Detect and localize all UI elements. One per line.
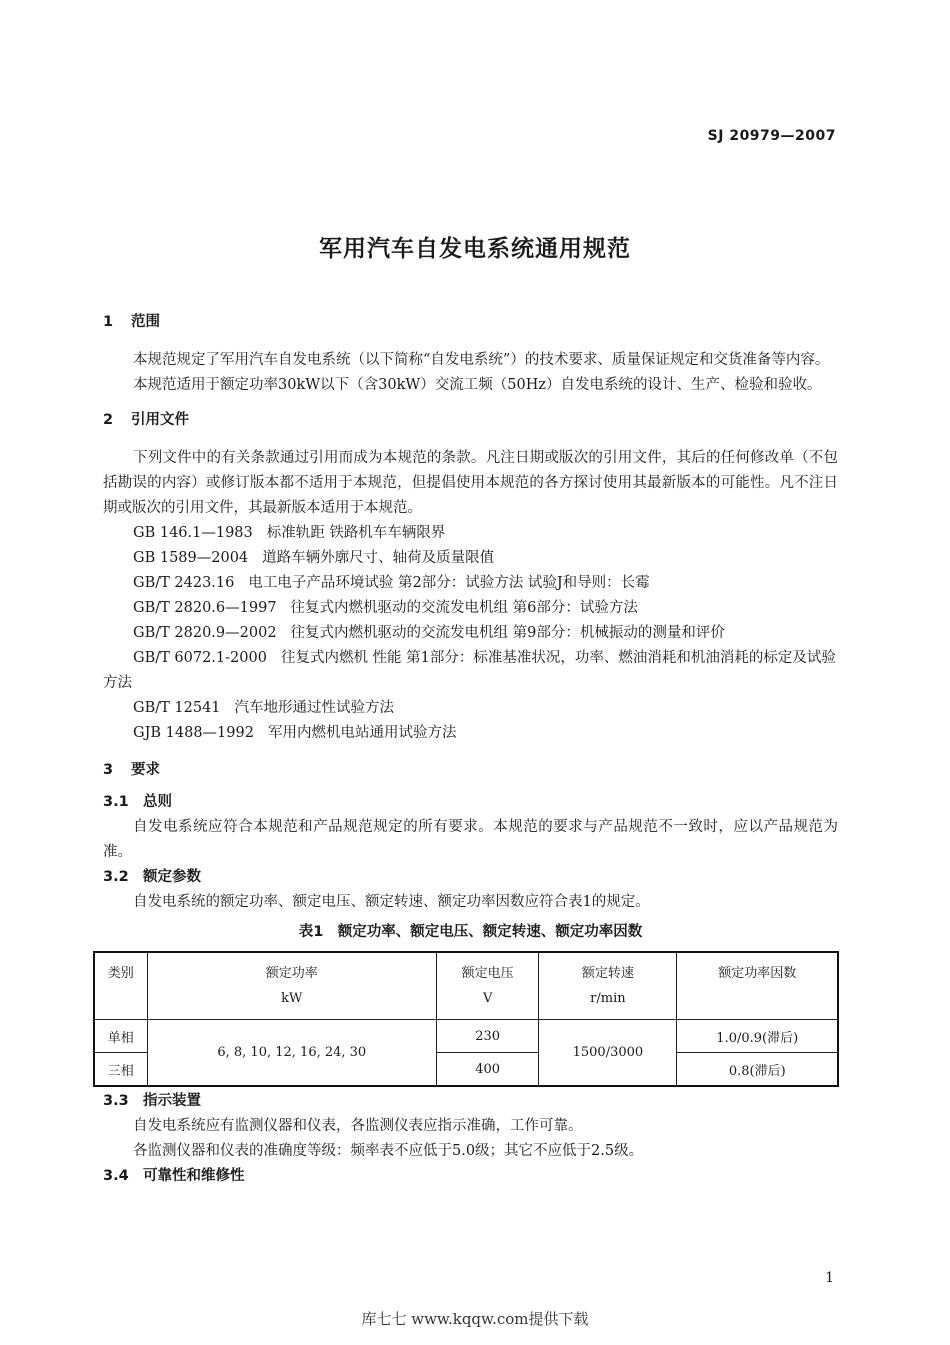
header-unit: V [482,991,493,1006]
reference-code: GB 146.1—1983 [133,525,253,541]
reference-title: 标准轨距 铁路机车车辆限界 [266,525,446,541]
reference-item [103,571,838,596]
paragraph: 本规范适用于额定功率30kW以下（含30kW）交流工频（50Hz）自发电系统的设计、生产、检验和验收。 [133,377,822,393]
section-title: 范围 [131,314,160,330]
cell-voltage: 400 [436,1053,538,1087]
reference-item [103,521,838,546]
reference-code: GB/T 2423.16 [133,575,235,591]
section-title: 引用文件 [131,412,189,428]
subsection-number: 3.1 [103,794,129,810]
reference-title: 往复式内燃机驱动的交流发电机组 第6部分：试验方法 [290,600,638,616]
subsection-3-2-heading [103,865,838,890]
cell-voltage: 230 [436,1020,538,1053]
cell-power-factor: 0.8(滞后) [677,1053,838,1087]
reference-title: 往复式内燃机 性能 第1部分：标准基准状况，功率、燃油消耗和机油消耗的标定及试验方法 [103,650,836,691]
header-speed [539,952,677,1020]
cell-category: 三相 [94,1053,147,1087]
header-unit: r/min [590,991,626,1006]
paragraph: 自发电系统的额定功率、额定电压、额定转速、额定功率因数应符合表1的规定。 [133,894,650,910]
reference-title: 军用内燃机电站通用试验方法 [267,725,457,741]
header-label: 额定功率 [265,966,318,981]
section-number: 3 [103,762,114,778]
reference-code: GB/T 2820.9—2002 [133,625,277,641]
subsection-3-4-heading [103,1164,838,1189]
subsection-3-1-heading [103,790,838,815]
standard-code: SJ 20979—2007 [707,128,836,144]
header-power-factor [677,952,838,1020]
reference-code: GB/T 2820.6—1997 [133,600,277,616]
cell-power: 6, 8, 10, 12, 16, 24, 30 [147,1020,436,1087]
section-title: 要求 [131,762,160,778]
download-watermark: 库七七 www.kqqw.com提供下载 [361,1310,589,1328]
reference-code: GJB 1488—1992 [133,725,254,741]
reference-title: 电工电子产品环境试验 第2部分：试验方法 试验J和导则：长霉 [248,575,650,591]
subsection-number: 3.2 [103,869,129,885]
subsection-title: 额定参数 [143,869,201,885]
document-title: 军用汽车自发电系统通用规范 [319,236,631,262]
reference-item [103,621,838,646]
table-row [94,1020,838,1053]
header-category [94,952,147,1020]
rated-parameters-table [93,951,839,1087]
section-number: 2 [103,412,114,428]
paragraph: 本规范规定了军用汽车自发电系统（以下简称“自发电系统”）的技术要求、质量保证规定和交货准备等内容。 [133,352,830,368]
header-label: 额定转速 [581,966,634,981]
paragraph: 各监测仪器和仪表的准确度等级：频率表不应低于5.0级；其它不应低于2.5级。 [133,1143,644,1159]
cell-power-factor: 1.0/0.9(滞后) [677,1020,838,1053]
header-voltage [436,952,538,1020]
reference-title: 汽车地形通过性试验方法 [234,700,395,716]
page-number: 1 [825,1270,834,1286]
table-header-row [94,952,838,1020]
reference-title: 道路车辆外廓尺寸、轴荷及质量限值 [262,550,495,566]
subsection-title: 可靠性和维修性 [143,1168,245,1184]
reference-item [103,646,838,696]
header-unit: kW [281,991,303,1006]
reference-item [103,546,838,571]
section-3-heading [103,758,838,782]
header-label: 额定电压 [461,966,514,981]
reference-title: 往复式内燃机驱动的交流发电机组 第9部分：机械振动的测量和评价 [290,625,725,641]
section-1-heading [103,310,838,334]
subsection-number: 3.4 [103,1168,129,1184]
reference-code: GB/T 12541 [133,700,221,716]
header-label: 类别 [107,966,134,981]
reference-code: GB 1589—2004 [133,550,249,566]
reference-item [103,696,838,721]
subsection-number: 3.3 [103,1093,129,1109]
reference-item [103,596,838,621]
subsection-title: 总则 [143,794,172,810]
subsection-title: 指示装置 [143,1093,201,1109]
table-caption: 表1 额定功率、额定电压、额定转速、额定功率因数 [298,924,643,940]
section-number: 1 [103,314,114,330]
subsection-3-3-heading [103,1089,838,1114]
header-label: 额定功率因数 [718,966,797,981]
paragraph: 自发电系统应符合本规范和产品规范规定的所有要求。本规范的要求与产品规范不一致时，应以产品规范为准。 [103,819,838,860]
reference-item [103,721,838,746]
reference-list [103,521,838,746]
section-2-heading [103,408,838,432]
header-power [147,952,436,1020]
paragraph: 下列文件中的有关条款通过引用而成为本规范的条款。凡注日期或版次的引用文件，其后的任何修改单（不包括勘误的内容）或修订版本都不适用于本规范，但提倡使用本规范的各方探讨使用其最新版本的可能性。凡不注日期或版次的引用文件，其最新版本适用于本规范。 [103,450,838,516]
document-body [103,310,838,1189]
paragraph: 自发电系统应有监测仪器和仪表，各监测仪表应指示准确，工作可靠。 [133,1118,583,1134]
cell-speed: 1500/3000 [539,1020,677,1087]
reference-code: GB/T 6072.1-2000 [133,650,267,666]
cell-category: 单相 [94,1020,147,1053]
